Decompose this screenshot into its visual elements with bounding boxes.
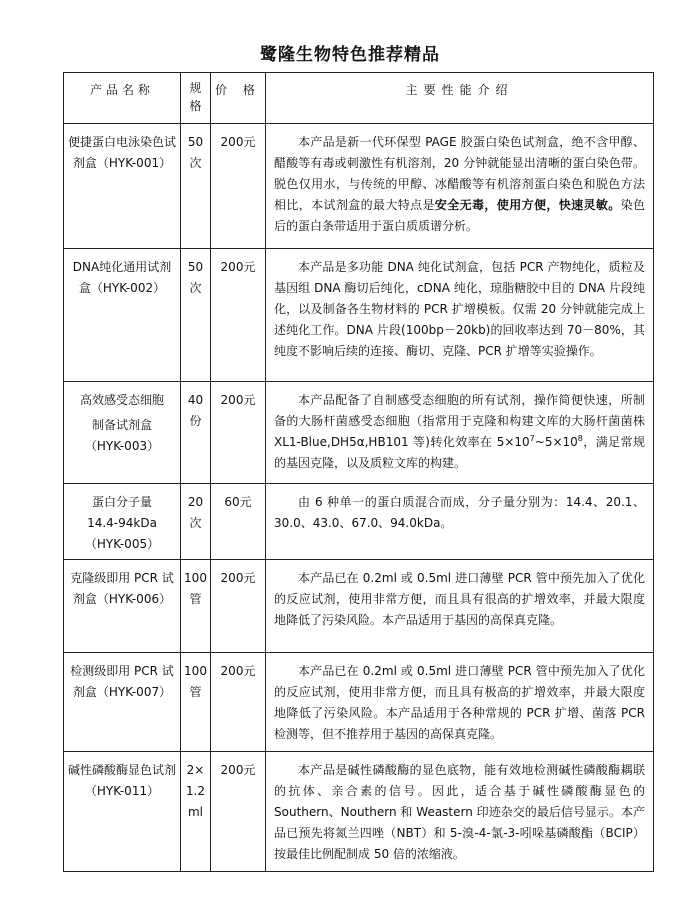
product-price: 200元	[211, 653, 266, 752]
name-line: 蛋白分子量	[91, 495, 152, 509]
table-row	[64, 560, 654, 653]
header-name: 产品名称	[64, 73, 181, 124]
spec-line: 100	[184, 571, 207, 585]
product-description: 本产品已在 0.2ml 或 0.5ml 进口薄壁 PCR 管中预先加入了优化的反应试剂，使用非常方便，而且具有很高的扩增效率，并最大限度地降低了污染风险。本产品适用于基因的高保真克隆。	[266, 560, 654, 653]
product-spec	[181, 382, 211, 484]
product-description	[266, 124, 654, 249]
product-price: 200元	[211, 249, 266, 382]
product-price: 60元	[211, 484, 266, 560]
product-price: 200元	[211, 560, 266, 653]
table-row	[64, 484, 654, 560]
product-description	[266, 382, 654, 484]
superscript: 7	[529, 434, 535, 443]
spec-line: 1.2	[185, 784, 206, 798]
spec-line: 20	[187, 495, 204, 509]
product-price: 200元	[211, 752, 266, 872]
name-line: 14.4-94kDa	[87, 516, 157, 530]
header-spec-line: 规	[189, 81, 202, 95]
name-line: 高效感受态细胞	[79, 393, 164, 407]
desc-text: 本产品是新一代环保型 PAGE 胶蛋白染色试剂盒，绝不含甲醇、醋酸等有毒或刺激性有机溶剂，20 分钟就能显出清晰的蛋白染色带。脱色仅用水，与传统的甲醇、冰醋酸等有机溶剂蛋白染色和脱色方法相比，本试剂盒的最大特点是	[274, 135, 645, 212]
header-spec	[181, 73, 211, 124]
superscript: 8	[577, 434, 583, 443]
name-line: （HYK-003）	[84, 439, 160, 453]
product-name: 便捷蛋白电泳染色试剂盒（HYK-001）	[64, 124, 181, 249]
product-description: 本产品是碱性磷酸酶的显色底物，能有效地检测碱性磷酸酶耦联的抗体、亲合素的信号。因此，适合基于碱性磷酸酶显色的 Southern、Nouthern 和 Weastern 印迹杂交的最后信号显示。本产品已预先将氮兰四唑（NBT）和 5-溴-4-氯-3-吲哚基磷酸酯（BCIP）按最佳比例配制成 50 倍的浓缩液。	[266, 752, 654, 872]
spec-line: 50	[187, 260, 204, 274]
header-spec-line: 格	[189, 99, 202, 113]
spec-line: 50	[187, 135, 204, 149]
spec-line: ml	[187, 805, 204, 819]
product-spec	[181, 560, 211, 653]
spec-line: 管	[189, 592, 202, 606]
product-name	[64, 382, 181, 484]
page-title: 鹭隆生物特色推荐精品	[260, 45, 440, 65]
header-price: 价 格	[211, 73, 266, 124]
spec-line: 100	[184, 664, 207, 678]
desc-bold-text: 安全无毒，使用方便，快速灵敏。	[434, 198, 621, 212]
spec-line: 40	[187, 393, 204, 407]
product-spec	[181, 249, 211, 382]
table-header-row	[64, 73, 654, 124]
desc-text: 染色后的蛋白条带适用于蛋白质质谱分析。	[274, 198, 645, 233]
spec-line: 次	[189, 281, 202, 295]
name-line: （HYK-005）	[84, 537, 160, 551]
name-line: 制备试剂盒	[91, 418, 152, 432]
product-name: 碱性磷酸酶显色试剂 （HYK-011）	[64, 752, 181, 872]
product-description: 本产品已在 0.2ml 或 0.5ml 进口薄壁 PCR 管中预先加入了优化的反应试剂，使用非常方便，而且具有极高的扩增效率，并最大限度地降低了污染风险。本产品适用于各种常规的 PCR 扩增、菌落 PCR 检测等，但不推荐用于基因的高保真克隆。	[266, 653, 654, 752]
spec-line: 次	[189, 156, 202, 170]
spec-line: 份	[189, 414, 202, 428]
table-row	[64, 653, 654, 752]
table-row	[64, 752, 654, 872]
table-row	[64, 249, 654, 382]
product-price: 200元	[211, 382, 266, 484]
product-spec	[181, 124, 211, 249]
product-name: 检测级即用 PCR 试剂盒（HYK-007）	[64, 653, 181, 752]
product-price: 200元	[211, 124, 266, 249]
product-name: DNA纯化通用试剂盒（HYK-002）	[64, 249, 181, 382]
header-desc: 主要性能介绍	[266, 73, 654, 124]
product-spec	[181, 752, 211, 872]
product-spec	[181, 484, 211, 560]
table-row	[64, 382, 654, 484]
product-name	[64, 484, 181, 560]
desc-text: ，满足常规的基因克隆，以及质粒文库的构建。	[274, 435, 645, 470]
product-name: 克隆级即用 PCR 试剂盒（HYK-006）	[64, 560, 181, 653]
spec-line: 次	[189, 516, 202, 530]
desc-text: ~5×10	[534, 435, 578, 449]
spec-line: 管	[189, 685, 202, 699]
product-table	[63, 72, 654, 872]
product-description: 由 6 种单一的蛋白质混合而成，分子量分别为：14.4、20.1、30.0、43.0、67.0、94.0kDa。	[266, 484, 654, 560]
product-description: 本产品是多功能 DNA 纯化试剂盒，包括 PCR 产物纯化，质粒及基因组 DNA 酶切后纯化，cDNA 纯化，琼脂糖胶中目的 DNA 片段纯化，以及制备各生物材料的 PCR 扩增模板。仅需 20 分钟就能完成上述纯化工作。DNA 片段(100bp－20kb)的回收率达到 70－80%，其纯度不影响后续的连接、酶切、克隆、PCR 扩增等实验操作。	[266, 249, 654, 382]
table-row	[64, 124, 654, 249]
spec-line: 2×	[186, 763, 205, 777]
product-spec	[181, 653, 211, 752]
desc-text: 本产品配备了自制感受态细胞的所有试剂，操作简便快速，所制备的大肠杆菌感受态细胞（指常用于克隆和构建文库的大肠杆菌菌株XL1-Blue,DH5α,HB101 等)转化效率在 5×10	[274, 393, 645, 449]
